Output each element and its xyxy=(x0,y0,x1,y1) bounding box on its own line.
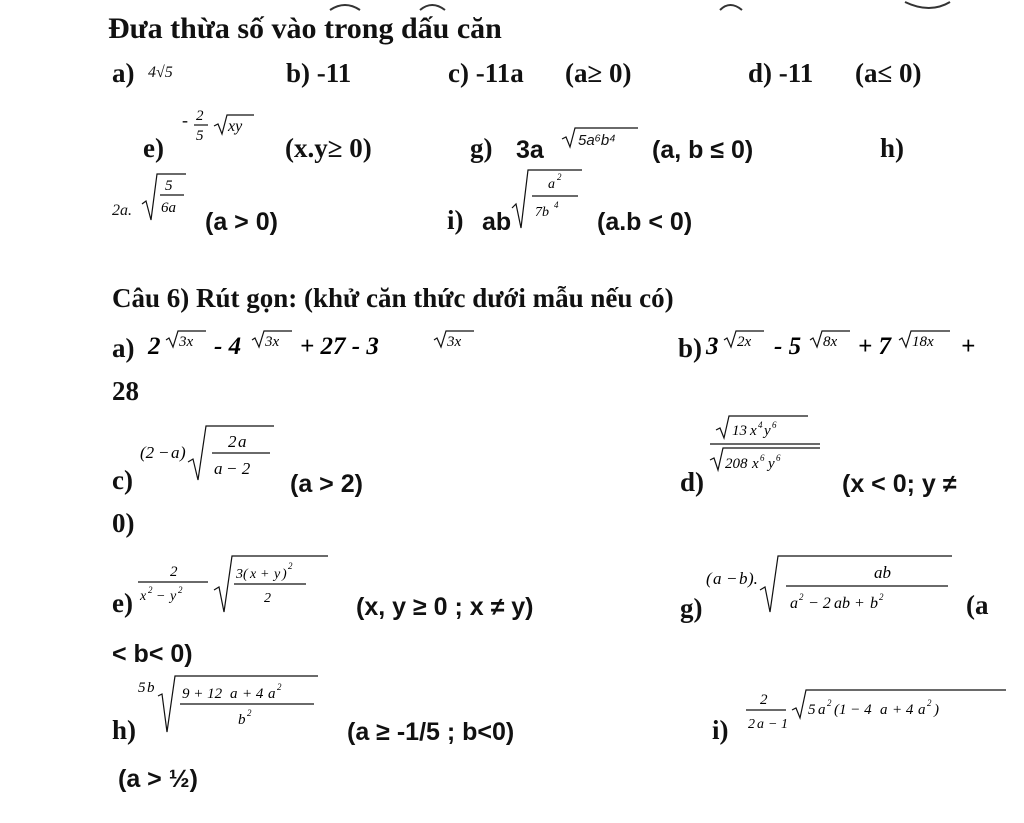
svg-text:+: + xyxy=(854,595,865,612)
svg-text:2: 2 xyxy=(196,108,204,124)
svg-text:ab: ab xyxy=(834,595,850,612)
svg-text:+ 4: + 4 xyxy=(892,702,914,718)
q6-item-d-expression xyxy=(708,408,833,488)
item-d-condition: (a≤ 0) xyxy=(855,58,922,88)
item-i-condition: (a.b < 0) xyxy=(597,208,693,236)
q6-item-b-continuation: 28 xyxy=(112,376,139,406)
q6-item-i-expression xyxy=(744,684,1009,740)
svg-text:3x: 3x xyxy=(265,334,280,350)
svg-text:− 2: − 2 xyxy=(808,595,831,612)
svg-text:(2: (2 xyxy=(140,443,155,462)
svg-text:5: 5 xyxy=(196,128,204,144)
svg-text:2: 2 xyxy=(879,592,884,602)
q6-item-a-label: a) xyxy=(112,333,135,363)
q6-item-h-expression xyxy=(138,672,328,744)
svg-text:6: 6 xyxy=(760,453,765,463)
svg-text:a: a xyxy=(171,443,180,462)
svg-text:3x: 3x xyxy=(447,334,462,350)
svg-text:y: y xyxy=(274,567,281,582)
svg-text:+ 7: + 7 xyxy=(858,333,891,360)
item-c-label: c) -11a xyxy=(448,58,524,88)
svg-text:6: 6 xyxy=(772,420,777,430)
item-e-expression xyxy=(182,104,272,154)
svg-text:- 4: - 4 xyxy=(214,333,242,360)
q6-item-i-label: i) xyxy=(712,715,729,745)
q6-item-h-label: h) xyxy=(112,715,137,745)
svg-text:a: a xyxy=(238,432,247,451)
svg-text:2: 2 xyxy=(170,564,178,580)
svg-text:x: x xyxy=(250,567,257,582)
svg-text:6: 6 xyxy=(776,453,781,463)
svg-text:2: 2 xyxy=(288,561,293,571)
svg-text:5: 5 xyxy=(808,702,816,718)
q6-item-g-condition: (a xyxy=(966,590,989,620)
item-i-label: i) xyxy=(447,205,464,235)
svg-text:- 5: - 5 xyxy=(774,333,802,360)
item-g-coefficient: 3a xyxy=(516,136,544,164)
item-h-condition: (a > 0) xyxy=(205,208,278,236)
svg-text:2: 2 xyxy=(557,172,562,182)
q6-item-d-condition: (x < 0; y ≠ xyxy=(842,470,957,498)
item-c-condition: (a≥ 0) xyxy=(565,58,632,88)
svg-text:4: 4 xyxy=(758,420,763,430)
svg-text:2: 2 xyxy=(748,717,755,732)
svg-text:2: 2 xyxy=(277,682,282,692)
svg-text:a: a xyxy=(268,686,276,702)
q6-item-a-expression xyxy=(148,326,508,366)
svg-text:a: a xyxy=(818,702,826,718)
svg-text:b: b xyxy=(147,680,155,696)
svg-text:2: 2 xyxy=(264,591,271,606)
svg-text:4: 4 xyxy=(554,200,559,210)
svg-text:3(: 3( xyxy=(236,567,248,582)
svg-text:): ) xyxy=(180,443,186,462)
item-g-radicand: 5a⁶b⁴ xyxy=(578,132,616,149)
q6-item-g-continuation: < b< 0) xyxy=(112,640,193,668)
svg-text:x: x xyxy=(750,423,757,439)
item-h-coefficient: 2a. xyxy=(112,202,132,219)
q6-item-c-expression xyxy=(140,420,280,485)
svg-text:-: - xyxy=(182,110,188,130)
svg-text:a: a xyxy=(790,595,798,612)
svg-text:+: + xyxy=(260,567,270,582)
q6-item-h-condition: (a ≥ -1/5 ; b<0) xyxy=(347,718,515,746)
q6-item-g-expression xyxy=(706,548,956,620)
item-i-coefficient: ab xyxy=(482,208,512,236)
svg-text:9 + 12: 9 + 12 xyxy=(182,686,223,702)
svg-text:6a: 6a xyxy=(161,200,176,216)
q6-item-e-condition: (x, y ≥ 0 ; x ≠ y) xyxy=(356,593,534,621)
item-h-radical xyxy=(140,170,190,230)
svg-text:2: 2 xyxy=(799,592,804,602)
section-title: Đưa thừa số vào trong dấu căn xyxy=(108,12,502,45)
svg-text:a: a xyxy=(880,702,888,718)
svg-text:b: b xyxy=(739,569,748,588)
svg-text:3: 3 xyxy=(706,333,719,360)
svg-text:b: b xyxy=(238,712,246,728)
q6-item-e-expression xyxy=(136,550,336,620)
svg-text:2: 2 xyxy=(148,333,161,360)
svg-text:2x: 2x xyxy=(737,334,752,350)
svg-text:+: + xyxy=(961,333,976,360)
svg-text:+ 4: + 4 xyxy=(242,686,264,702)
svg-text:7b: 7b xyxy=(535,205,549,220)
svg-text:).: ). xyxy=(748,569,758,588)
svg-text:x: x xyxy=(752,456,759,472)
item-h-label: h) xyxy=(880,133,905,163)
svg-text:): ) xyxy=(934,702,939,718)
item-g-label: g) xyxy=(470,133,493,163)
svg-text:−: − xyxy=(158,443,170,462)
item-g-condition: (a, b ≤ 0) xyxy=(652,136,754,164)
item-a-label: a) xyxy=(112,58,135,88)
item-e-label: e) xyxy=(143,133,164,163)
svg-text:a: a xyxy=(548,177,555,192)
item-b-label: b) -11 xyxy=(286,58,352,88)
q6-item-d-label: d) xyxy=(680,467,705,497)
svg-text:2: 2 xyxy=(827,698,832,708)
svg-text:+ 27 - 3: + 27 - 3 xyxy=(300,333,379,360)
svg-text:xy: xy xyxy=(228,118,243,135)
svg-text:x: x xyxy=(140,589,147,604)
svg-text:− 1: − 1 xyxy=(768,717,788,732)
svg-text:18x: 18x xyxy=(912,334,934,350)
svg-text:−: − xyxy=(156,589,166,604)
svg-text:b: b xyxy=(870,595,878,612)
svg-text:5: 5 xyxy=(165,178,173,194)
svg-text:2: 2 xyxy=(228,432,237,451)
item-d-label: d) -11 xyxy=(748,58,814,88)
item-a-expression: 4√5 xyxy=(148,64,173,81)
q6-item-g-label: g) xyxy=(680,593,703,623)
svg-text:2: 2 xyxy=(927,698,932,708)
svg-text:2: 2 xyxy=(247,708,252,718)
svg-text:−: − xyxy=(726,569,738,588)
svg-text:y: y xyxy=(170,589,177,604)
svg-text:a: a xyxy=(214,459,223,478)
svg-text:13: 13 xyxy=(732,423,747,439)
svg-text:a: a xyxy=(918,702,926,718)
svg-text:): ) xyxy=(282,567,287,582)
q6-item-b-expression xyxy=(706,326,1006,366)
q6-item-i-condition: (a > ½) xyxy=(118,765,198,793)
q6-item-b-label: b) xyxy=(678,333,703,363)
svg-text:− 2: − 2 xyxy=(226,459,251,478)
svg-text:(1 − 4: (1 − 4 xyxy=(834,702,872,718)
svg-text:y: y xyxy=(768,456,775,472)
svg-text:a: a xyxy=(713,569,722,588)
svg-text:2: 2 xyxy=(178,585,183,595)
svg-text:3x: 3x xyxy=(179,334,194,350)
q6-item-e-label: e) xyxy=(112,588,133,618)
svg-text:a: a xyxy=(230,686,238,702)
svg-text:8x: 8x xyxy=(823,334,838,350)
q6-item-c-condition: (a > 2) xyxy=(290,470,363,498)
svg-text:(: ( xyxy=(706,569,712,588)
svg-text:y: y xyxy=(764,423,771,439)
cropped-top-content xyxy=(0,0,1024,12)
q6-item-d-continuation: 0) xyxy=(112,508,135,538)
svg-text:2: 2 xyxy=(148,585,153,595)
item-i-radical xyxy=(510,166,585,236)
item-e-condition: (x.y≥ 0) xyxy=(285,133,372,163)
question-6-heading: Câu 6) Rút gọn: (khử căn thức dưới mẫu nếu có) xyxy=(112,283,674,313)
svg-text:208: 208 xyxy=(725,456,748,472)
svg-text:a: a xyxy=(757,717,764,732)
q6-item-c-label: c) xyxy=(112,465,133,495)
svg-text:ab: ab xyxy=(874,563,891,582)
svg-text:5: 5 xyxy=(138,680,146,696)
svg-text:2: 2 xyxy=(760,692,768,708)
